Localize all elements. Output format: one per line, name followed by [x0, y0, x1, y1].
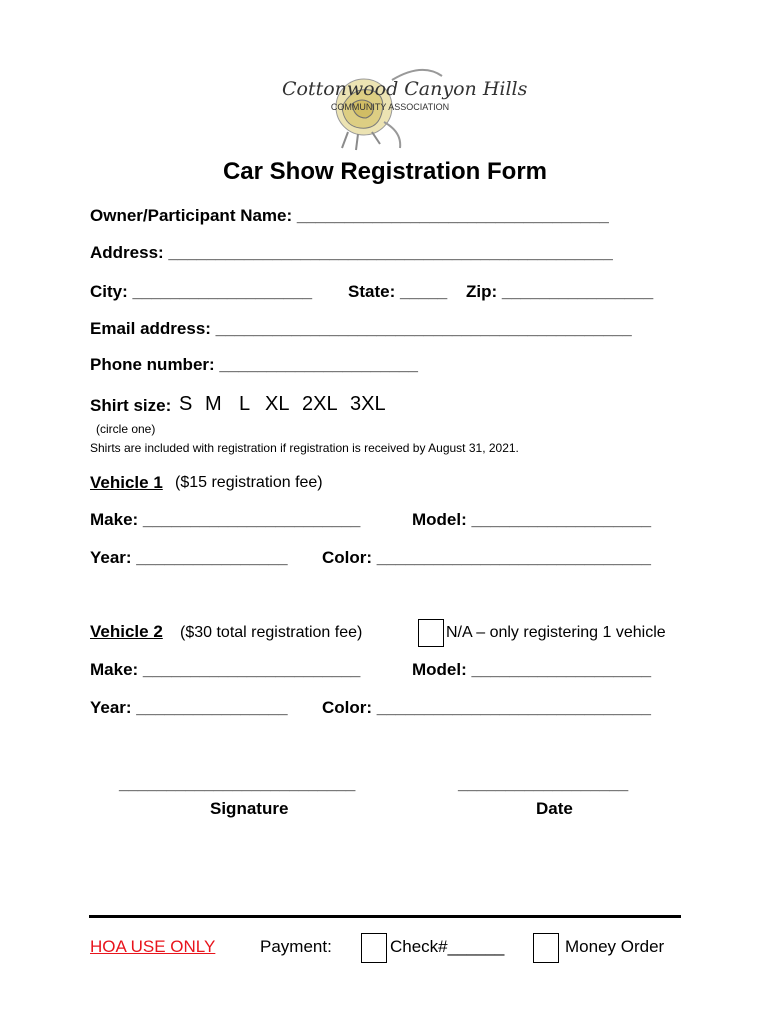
- page-title: Car Show Registration Form: [222, 158, 548, 185]
- phone-field[interactable]: Phone number: _____________________: [90, 355, 418, 374]
- shirt-size-s[interactable]: S: [179, 393, 193, 415]
- vehicle2-na-label: N/A – only registering 1 vehicle: [446, 624, 666, 641]
- vehicle2-color-field[interactable]: Color: _____________________________: [322, 698, 651, 717]
- date-label: Date: [536, 799, 573, 818]
- hoa-use-only-label: HOA USE ONLY: [90, 937, 216, 956]
- date-line[interactable]: __________________: [458, 774, 629, 793]
- vehicle1-make-field[interactable]: Make: _______________________: [90, 510, 361, 529]
- shirt-size-label: Shirt size:: [90, 396, 172, 415]
- vehicle2-na-checkbox[interactable]: [418, 619, 444, 647]
- shirt-size-xl[interactable]: XL: [265, 393, 290, 415]
- city-field[interactable]: City: ___________________: [90, 282, 313, 301]
- email-field[interactable]: Email address: ____________________________________________: [90, 319, 632, 338]
- vehicle1-color-field[interactable]: Color: _____________________________: [322, 548, 651, 567]
- check-label: Check#______: [390, 937, 505, 956]
- vehicle2-model-field[interactable]: Model: ___________________: [412, 660, 652, 679]
- check-checkbox[interactable]: [361, 933, 387, 963]
- money-order-label: Money Order: [565, 937, 665, 956]
- owner-name-field[interactable]: Owner/Participant Name: _________________________________: [90, 206, 609, 225]
- shirt-size-m[interactable]: M: [205, 393, 222, 415]
- logo-subtitle: COMMUNITY ASSOCIATION: [330, 102, 450, 112]
- shirt-size-hint: (circle one): [96, 422, 156, 436]
- vehicle2-fee: ($30 total registration fee): [180, 624, 363, 641]
- vehicle1-year-field[interactable]: Year: ________________: [90, 548, 288, 567]
- vehicle1-fee: ($15 registration fee): [175, 474, 323, 491]
- vehicle2-year-field[interactable]: Year: ________________: [90, 698, 288, 717]
- association-logo: [282, 52, 528, 152]
- shirt-size-3xl[interactable]: 3XL: [350, 393, 386, 415]
- vehicle1-model-field[interactable]: Model: ___________________: [412, 510, 652, 529]
- address-field[interactable]: Address: _______________________________________________: [90, 243, 613, 262]
- shirt-size-l[interactable]: L: [239, 393, 251, 415]
- signature-label: Signature: [210, 799, 289, 818]
- signature-line[interactable]: _________________________: [119, 774, 356, 793]
- zip-field[interactable]: Zip: ________________: [466, 282, 654, 301]
- money-order-checkbox[interactable]: [533, 933, 559, 963]
- payment-label: Payment:: [260, 937, 332, 956]
- vehicle2-heading: Vehicle 2: [90, 622, 163, 641]
- vehicle2-make-field[interactable]: Make: _______________________: [90, 660, 361, 679]
- footer-divider: [89, 915, 681, 918]
- logo-title: Cottonwood Canyon Hills: [282, 78, 528, 100]
- shirt-note: Shirts are included with registration if registration is received by August 31, 2021.: [90, 441, 519, 455]
- shirt-size-2xl[interactable]: 2XL: [302, 393, 338, 415]
- state-field[interactable]: State: _____: [348, 282, 448, 301]
- vehicle1-heading: Vehicle 1: [90, 473, 163, 492]
